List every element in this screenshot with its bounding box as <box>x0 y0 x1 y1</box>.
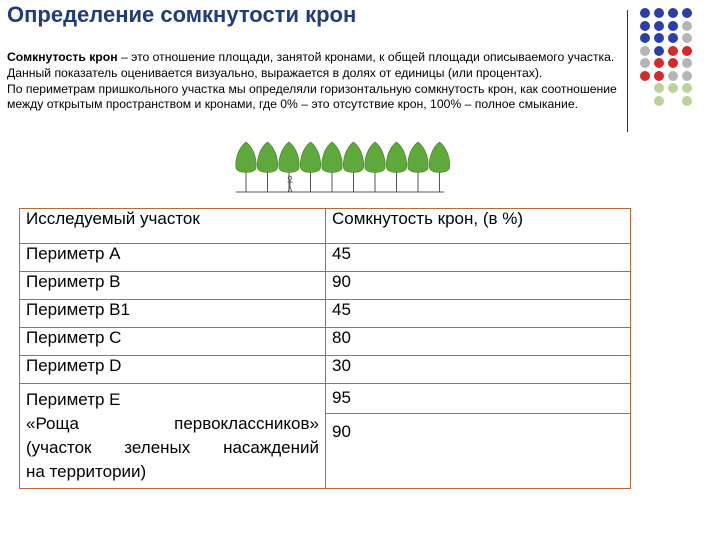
decorative-dot <box>682 58 692 68</box>
table-row <box>20 244 631 272</box>
table-row <box>20 272 631 300</box>
value-cell-split <box>326 384 631 489</box>
decorative-dot-grid <box>640 8 720 118</box>
tree-icon <box>365 142 385 192</box>
decorative-dot <box>682 8 692 18</box>
tree-icon <box>386 142 406 192</box>
decorative-dot <box>654 96 664 106</box>
divider-line <box>627 10 628 132</box>
tree-icon <box>257 142 277 192</box>
header-value: Сомкнутость крон, (в %) <box>326 209 631 244</box>
decorative-dot <box>668 71 678 81</box>
tree-icon <box>408 142 428 192</box>
site-cell: Периметр D <box>20 356 326 384</box>
page-title: Определение сомкнутости крон <box>7 2 357 27</box>
site-line: (участок зеленых насаждений <box>26 438 319 457</box>
decorative-dot <box>640 71 650 81</box>
tree-icon <box>343 142 363 192</box>
decorative-dot <box>654 58 664 68</box>
value-cell: 90 <box>326 272 631 300</box>
decorative-dot <box>668 46 678 56</box>
site-cell-multiline <box>20 384 326 489</box>
decorative-dot <box>640 58 650 68</box>
tree-icon <box>322 142 342 192</box>
decorative-dot <box>682 33 692 43</box>
decorative-dot <box>654 21 664 31</box>
decorative-dot <box>668 21 678 31</box>
tree-icon <box>279 142 299 192</box>
table-row-last <box>20 384 631 489</box>
value-cell: 80 <box>326 328 631 356</box>
decorative-dot <box>654 83 664 93</box>
header-site: Исследуемый участок <box>20 209 326 244</box>
value-cell: 45 <box>326 244 631 272</box>
site-cell: Периметр В1 <box>20 300 326 328</box>
decorative-dot <box>640 8 650 18</box>
decorative-dot <box>682 96 692 106</box>
decorative-dot <box>654 33 664 43</box>
decorative-dot <box>654 8 664 18</box>
decorative-dot <box>682 21 692 31</box>
decorative-dot <box>668 8 678 18</box>
decorative-dot <box>640 33 650 43</box>
decorative-dot <box>682 71 692 81</box>
person-icon <box>288 176 293 192</box>
value-cell: 95 <box>326 384 630 414</box>
table-row <box>20 300 631 328</box>
decorative-dot <box>640 46 650 56</box>
definition-text: – это отношение площади, занятой кронами, к общей площади описываемого участка. Данный показатель оценивается визуально, выражается в долях от единицы (или процентах). <box>7 50 615 80</box>
site-line: «Роща первоклассников» <box>26 414 319 433</box>
table-header-row <box>20 209 631 244</box>
tree-row-illustration <box>232 140 452 200</box>
decorative-dot <box>668 33 678 43</box>
canopy-table <box>19 208 631 489</box>
site-line: Периметр Е <box>26 390 121 409</box>
value-cell: 90 <box>332 422 351 441</box>
site-cell: Периметр С <box>20 328 326 356</box>
value-cell: 45 <box>326 300 631 328</box>
decorative-dot <box>640 21 650 31</box>
method-text: По периметрам пришкольного участка мы определяли горизонтальную сомкнутость крон, как соотношение между открытым пространством и кронами, где 0% – это отсутствие крон, 100% – полное смыкание. <box>7 81 617 112</box>
term-label: Сомкнутость крон <box>7 50 118 64</box>
decorative-dot <box>682 83 692 93</box>
tree-icon <box>429 142 449 192</box>
intro-paragraph <box>7 50 625 113</box>
table-row <box>20 356 631 384</box>
tree-icon <box>300 142 320 192</box>
site-cell: Периметр В <box>20 272 326 300</box>
decorative-dot <box>682 46 692 56</box>
site-line: на территории) <box>26 462 147 481</box>
table-row <box>20 328 631 356</box>
decorative-dot <box>654 46 664 56</box>
site-cell: Периметр А <box>20 244 326 272</box>
decorative-dot <box>668 83 678 93</box>
tree-icon <box>236 142 256 192</box>
decorative-dot <box>668 58 678 68</box>
value-cell: 30 <box>326 356 631 384</box>
decorative-dot <box>654 71 664 81</box>
